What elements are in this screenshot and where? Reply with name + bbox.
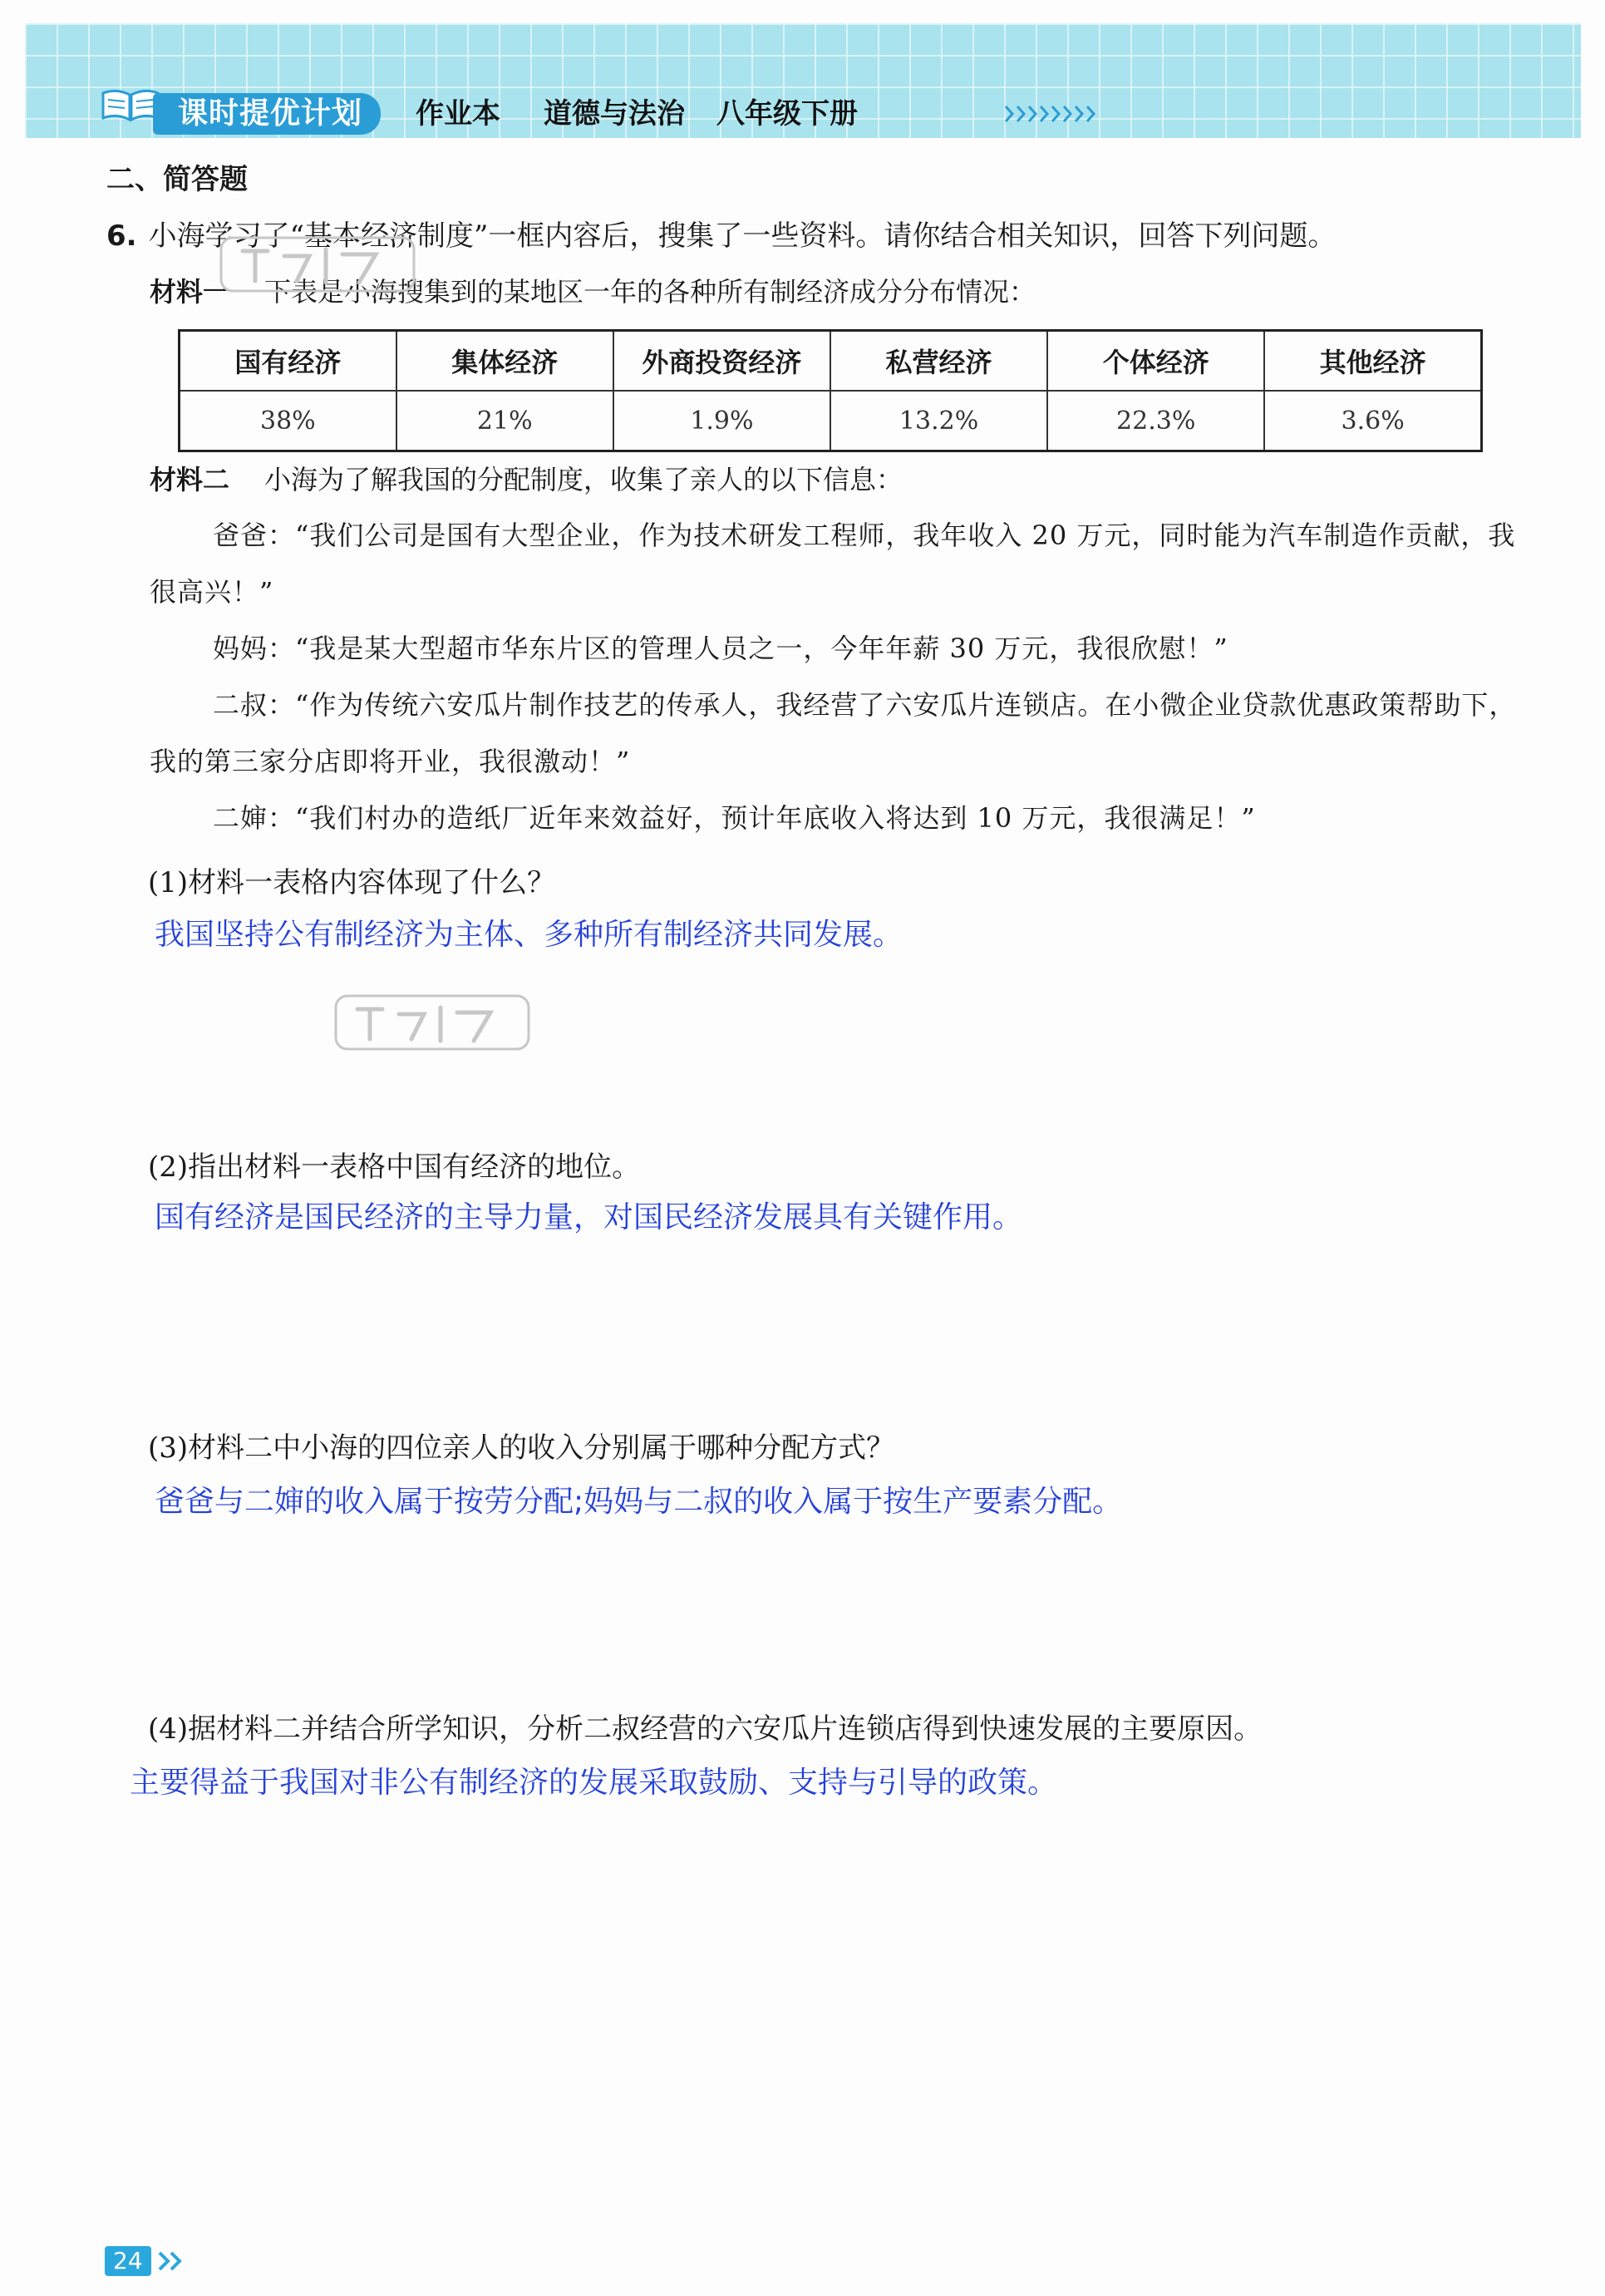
book-type: 作业本 (416, 97, 500, 131)
chevrons-icon (1004, 103, 1097, 125)
table-header: 国有经济 (180, 331, 396, 392)
sub-question-3: (3)材料二中小海的四位亲人的收入分别属于哪种分配方式？ (148, 1431, 895, 1465)
table-cell: 38% (180, 391, 396, 451)
material2-text: 小海为了解我国的分配制度，收集了亲人的以下信息： (264, 464, 903, 495)
quote-uncle: 二叔：“作为传统六安瓜片制作技艺的传承人，我经营了六安瓜片连锁店。在小微企业贷款优惠政策帮助下，我的第三家分店即将开业，我很激动！” (150, 689, 1517, 777)
answer-2: 国有经济是国民经济的主导力量，对国民经济发展具有关键作用。 (155, 1200, 1023, 1234)
grade: 八年级下册 (716, 97, 858, 131)
sub-question-1: (1)材料一表格内容体现了什么？ (148, 866, 556, 899)
table-header: 集体经济 (396, 331, 613, 392)
table-header-row (180, 331, 1482, 392)
series-badge: 课时提优计划 (153, 93, 381, 135)
sub-question-2: (2)指出材料一表格中国有经济的地位。 (148, 1150, 641, 1184)
table-cell: 13.2% (830, 391, 1047, 451)
table-header: 其他经济 (1264, 331, 1481, 392)
quote-mom: 妈妈：“我是某大型超市华东片区的管理人员之一，今年年薪 30 万元，我很欣慰！” (213, 633, 1228, 664)
table-header: 私营经济 (830, 331, 1047, 392)
material1-text: 下表是小海搜集到的某地区一年的各种所有制经济成分分布情况： (264, 276, 1036, 308)
subject: 道德与法治 (544, 97, 685, 131)
material1-label: 材料一 (150, 276, 230, 308)
chevron-right-icon (156, 2249, 186, 2273)
question-number: 6. (106, 219, 137, 253)
table-cell: 3.6% (1264, 391, 1481, 451)
table-cell: 22.3% (1047, 391, 1264, 451)
quote-dad: 爸爸：“我们公司是国有大型企业，作为技术研发工程师，我年收入 20 万元，同时能为汽车制造作贡献，我很高兴！” (150, 520, 1516, 608)
table-header: 个体经济 (1047, 331, 1264, 392)
material2-label: 材料二 (150, 464, 230, 495)
table-cell: 1.9% (613, 391, 830, 451)
question-text: 小海学习了“基本经济制度”一框内容后，搜集了一些资料。请你结合相关知识，回答下列问题。 (148, 219, 1337, 253)
table-cell: 21% (396, 391, 613, 451)
open-book-icon (100, 85, 161, 123)
table-row (180, 391, 1482, 451)
table-header: 外商投资经济 (613, 331, 830, 392)
section-title: 二、简答题 (106, 163, 248, 196)
answer-4: 主要得益于我国对非公有制经济的发展采取鼓励、支持与引导的政策。 (130, 1766, 1058, 1800)
material2-intro (150, 459, 903, 497)
watermark-logo (332, 989, 532, 1056)
ownership-table (178, 329, 1483, 452)
watermark-logo (218, 231, 417, 298)
sub-question-4: (4)据材料二并结合所学知识，分析二叔经营的六安瓜片连锁店得到快速发展的主要原因。 (148, 1712, 1263, 1746)
answer-3: 爸爸与二婶的收入属于按劳分配;妈妈与二叔的收入属于按生产要素分配。 (155, 1485, 1123, 1519)
answer-1: 我国坚持公有制经济为主体、多种所有制经济共同发展。 (155, 918, 903, 952)
quote-aunt: 二婶：“我们村办的造纸厂近年来效益好，预计年底收入将达到 10 万元，我很满足！” (213, 802, 1256, 834)
page-number: 24 (105, 2246, 151, 2276)
